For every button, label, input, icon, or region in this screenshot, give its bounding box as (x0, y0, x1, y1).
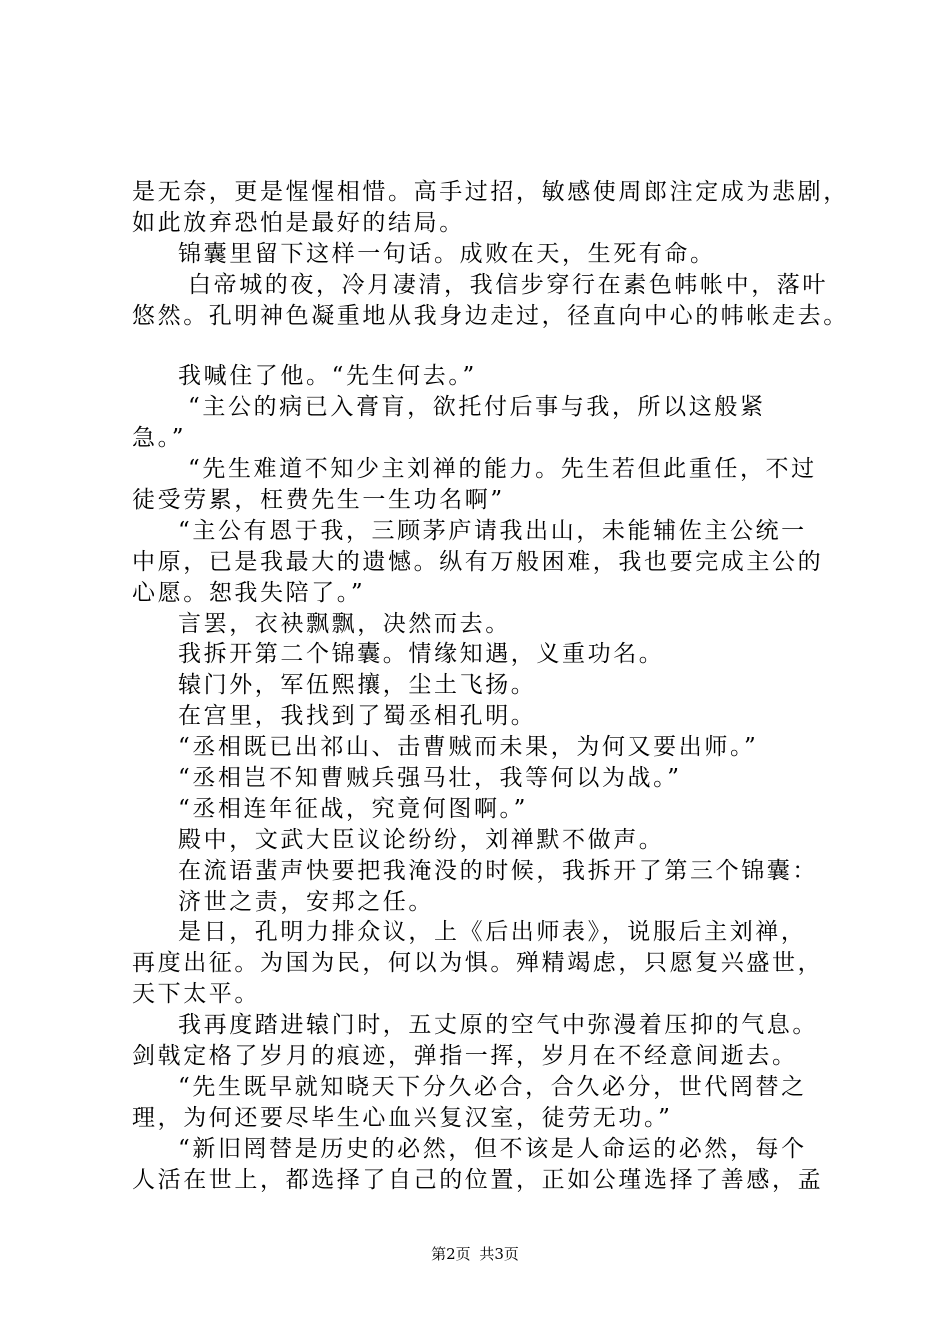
text-line: 锦囊里留下这样一句话。成败在天，生死有命。 (178, 240, 716, 267)
text-line: 我喊住了他。“先生何去。” (178, 363, 477, 390)
text-line: 在宫里，我找到了蜀丞相孔明。 (178, 703, 537, 730)
text-line: 我再度踏进辕门时，五丈原的空气中弥漫着压抑的气息。 (178, 1012, 818, 1039)
paragraph-gap (132, 331, 832, 361)
text-line: 辕门外，军伍熙攘，尘土飞扬。 (178, 672, 537, 699)
text-line: 白帝城的夜，冷月凄清，我信步穿行在素色帏帐中，落叶 (188, 271, 828, 298)
text-line: 人活在世上，都选择了自己的位置，正如公瑾选择了善感，孟 (132, 1166, 824, 1193)
text-line: 言罢，衣袂飘飘，决然而去。 (178, 610, 511, 637)
text-line: 悠然。孔明神色凝重地从我身边走过，径直向中心的帏帐走去。 (132, 302, 849, 329)
page-number: 第2页 (431, 1245, 471, 1263)
text-line: “丞相连年征战，究竟何图啊。” (178, 795, 529, 822)
text-line: 心愿。恕我失陪了。” (132, 579, 366, 606)
text-line: 徒受劳累，枉费先生一生功名啊” (132, 487, 505, 514)
text-line: 我拆开第二个锦囊。情缘知遇，义重功名。 (178, 641, 665, 668)
text-line: 再度出征。为国为民，何以为惧。殚精竭虑，只愿复兴盛世， (132, 950, 824, 977)
text-line: 理，为何还要尽毕生心血兴复汉室，徒劳无功。” (132, 1104, 673, 1131)
text-line: 济世之责，安邦之任。 (178, 888, 434, 915)
text-line: “先生既早就知晓天下分久必合，合久必分，世代罔替之 (178, 1073, 807, 1100)
text-line: 是无奈，更是惺惺相惜。高手过招，敏感使周郎注定成为悲剧， (132, 179, 849, 205)
text-line: “主公有恩于我，三顾茅庐请我出山，未能辅佐主公统一 (178, 517, 807, 544)
text-line: 剑戟定格了岁月的痕迹，弹指一挥，岁月在不经意间逝去。 (132, 1043, 798, 1070)
text-line: 殿中，文武大臣议论纷纷，刘禅默不做声。 (178, 826, 665, 853)
text-line: 如此放弃恐怕是最好的结局。 (132, 209, 465, 236)
text-line: “主公的病已入膏肓，欲托付后事与我，所以这般紧 (188, 394, 766, 421)
page-total: 共3页 (479, 1245, 519, 1263)
text-line: 中原，已是我最大的遗憾。纵有万般困难，我也要完成主公的 (132, 548, 824, 575)
text-line: 在流语蜚声快要把我淹没的时候，我拆开了第三个锦囊： (178, 857, 818, 884)
text-line: 是日，孔明力排众议，上《后出师表》，说服后主刘禅， (178, 919, 807, 946)
text-line: “丞相岂不知曹贼兵强马壮，我等何以为战。” (178, 765, 682, 792)
text-line: “新旧罔替是历史的必然，但不该是人命运的必然，每个 (178, 1135, 807, 1162)
text-line: “丞相既已出祁山、击曹贼而未果，为何又要出师。” (178, 734, 759, 761)
text-line: “先生难道不知少主刘禅的能力。先生若但此重任，不过 (188, 456, 817, 483)
text-line: 天下太平。 (132, 981, 260, 1008)
text-line: 急。” (132, 425, 187, 452)
page-footer (0, 1243, 950, 1264)
body-text (132, 177, 849, 1196)
